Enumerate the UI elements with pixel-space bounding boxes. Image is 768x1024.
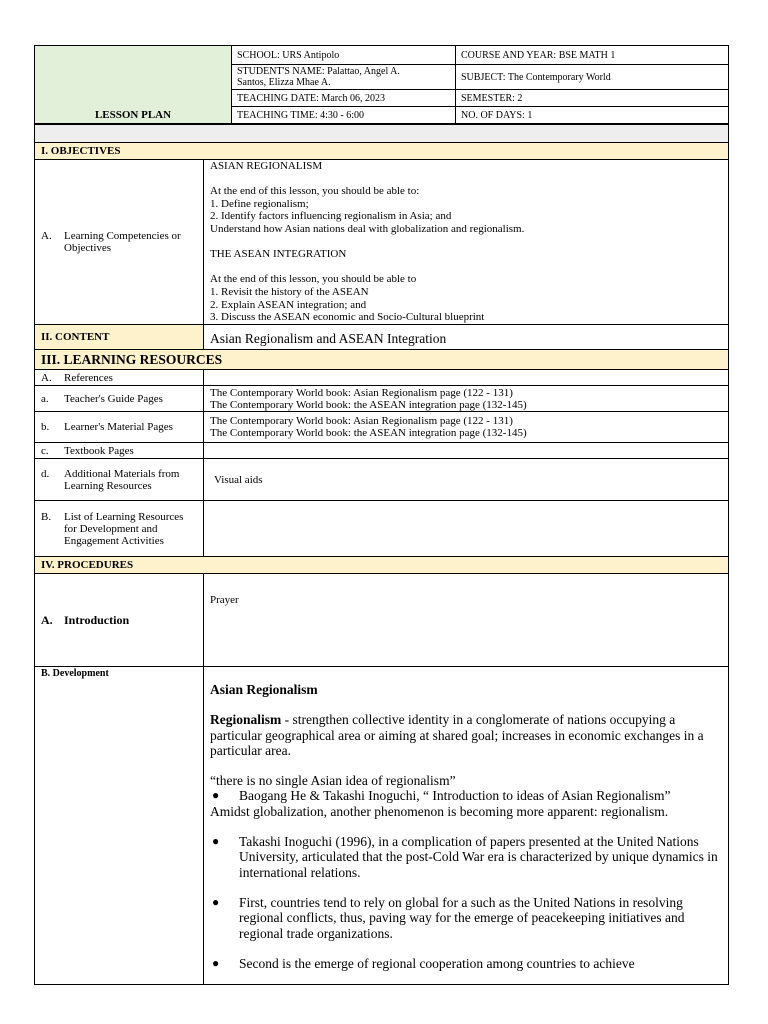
resource-label-text: References [64, 371, 113, 384]
student-name-line1: STUDENT'S NAME: Palattao, Angel A. [237, 66, 400, 77]
bullet-item [210, 956, 722, 971]
subject-field: SUBJECT: The Contemporary World [456, 65, 729, 90]
resource-value [204, 501, 729, 557]
lesson-plan-body [34, 124, 729, 985]
content-value: Asian Regionalism and ASEAN Integration [204, 325, 729, 350]
resource-value [204, 443, 729, 459]
resource-value-line: The Contemporary World book: the ASEAN integration page (132-145) [210, 427, 527, 439]
resource-label [35, 412, 204, 443]
semester-field: SEMESTER: 2 [456, 90, 729, 107]
regionalism-quote: “there is no single Asian idea of regionalism” [210, 773, 456, 789]
bullet-item [210, 895, 722, 941]
resource-label [35, 501, 204, 557]
objectives-label-cell [35, 160, 204, 325]
objectives-heading: I. OBJECTIVES [35, 143, 729, 160]
resource-letter: b. [41, 421, 50, 433]
regionalism-term: Regionalism [210, 712, 282, 728]
resource-letter: c. [41, 444, 49, 457]
development-content [204, 667, 729, 985]
resource-label-text: Learner's Material Pages [64, 421, 173, 433]
bullet-item [210, 834, 722, 880]
resource-label-text: List of Learning Resources for Development and Engagement Activities [64, 510, 184, 547]
resource-value-line: The Contemporary World book: the ASEAN integration page (132-145) [210, 398, 527, 411]
resource-label [35, 370, 204, 386]
resource-label [35, 386, 204, 412]
resource-label [35, 443, 204, 459]
resource-label [35, 459, 204, 501]
obj-line: THE ASEAN INTEGRATION [210, 248, 347, 261]
obj-line: 2. Explain ASEAN integration; and [210, 298, 367, 311]
introduction-letter: A. [41, 613, 53, 627]
school-field: SCHOOL: URS Antipolo [232, 46, 456, 65]
bullet-text: Baogang He & Takashi Inoguchi, “ Introduction to ideas of Asian Regionalism” [239, 788, 671, 804]
content-heading: II. CONTENT [35, 325, 204, 350]
obj-line: Understand how Asian nations deal with globalization and regionalism. [210, 222, 525, 235]
bullet-icon: ● [212, 834, 220, 849]
resource-value [204, 386, 729, 412]
bullet-item [210, 788, 722, 803]
resource-letter: d. [41, 467, 50, 480]
student-name-line2: Santos, Elizza Mhae A. [237, 77, 331, 88]
procedures-heading: IV. PROCEDURES [35, 557, 729, 574]
development-label: B. Development [35, 667, 204, 985]
student-name-field [232, 65, 456, 90]
objectives-content [204, 160, 729, 325]
regionalism-definition [210, 712, 722, 758]
resource-letter: a. [41, 392, 49, 405]
bullet-icon: ● [212, 788, 220, 803]
bullet-icon: ● [212, 955, 220, 970]
obj-line: 3. Discuss the ASEAN economic and Socio-Cultural blueprint [210, 311, 485, 324]
introduction-label-cell [35, 574, 204, 667]
obj-line: 2. Identify factors influencing regionalism in Asia; and [210, 210, 452, 223]
bullet-text: Takashi Inoguchi (1996), in a complication of papers presented at the United Nations University, articulated that the post-Cold War era is characterized by unique dynamics in international relations. [239, 834, 718, 880]
resource-value [204, 412, 729, 443]
teaching-time-field: TEACHING TIME: 4:30 - 6:00 [232, 107, 456, 124]
no-of-days-field: NO. OF DAYS: 1 [456, 107, 729, 124]
bullet-icon: ● [212, 894, 220, 909]
obj-line: At the end of this lesson, you should be able to [210, 273, 417, 286]
course-year-field: COURSE AND YEAR: BSE MATH 1 [456, 46, 729, 65]
lesson-plan-header [34, 45, 729, 124]
bullet-text: Second is the emerge of regional cooperation among countries to achieve [239, 955, 635, 971]
teaching-date-field: TEACHING DATE: March 06, 2023 [232, 90, 456, 107]
resource-value: Visual aids [204, 459, 729, 501]
resource-letter: B. [41, 510, 52, 523]
objectives-letter: A. [41, 230, 52, 242]
introduction-label: Introduction [64, 613, 130, 627]
resources-heading: III. LEARNING RESOURCES [35, 350, 729, 370]
lesson-plan-title: LESSON PLAN [35, 46, 232, 124]
regionalism-definition-text: - strengthen collective identity in a conglomerate of nations occupying a particular geographical area or aiming at shared goal; increases in economic exchanges in a particular area. [210, 712, 704, 758]
resource-value-line: The Contemporary World book: Asian Regionalism page (122 - 131) [210, 415, 513, 427]
resource-letter: A. [41, 371, 52, 384]
development-title: Asian Regionalism [210, 682, 318, 697]
obj-line: 1. Define regionalism; [210, 197, 309, 210]
resource-value [204, 370, 729, 386]
bullet-text: First, countries tend to rely on global for a such as the United Nations in resolving regional conflicts, thus, paving way for the emerge of peacekeeping initiatives and regional trade organizations. [239, 894, 685, 941]
resource-value-line: The Contemporary World book: Asian Regionalism page (122 - 131) [210, 386, 513, 399]
objectives-label: Learning Competencies or Objectives [64, 230, 181, 254]
resource-label-text: Teacher's Guide Pages [64, 392, 163, 405]
spacer-row [35, 125, 729, 143]
obj-line: ASIAN REGIONALISM [210, 160, 323, 172]
obj-line: At the end of this lesson, you should be able to: [210, 185, 420, 198]
resource-label-text: Additional Materials from Learning Resources [64, 467, 180, 492]
obj-line: 1. Revisit the history of the ASEAN [210, 285, 369, 298]
introduction-value: Prayer [204, 574, 729, 667]
resource-label-text: Textbook Pages [64, 444, 134, 457]
amidst-text: Amidst globalization, another phenomenon is becoming more apparent: regionalism. [210, 803, 669, 819]
